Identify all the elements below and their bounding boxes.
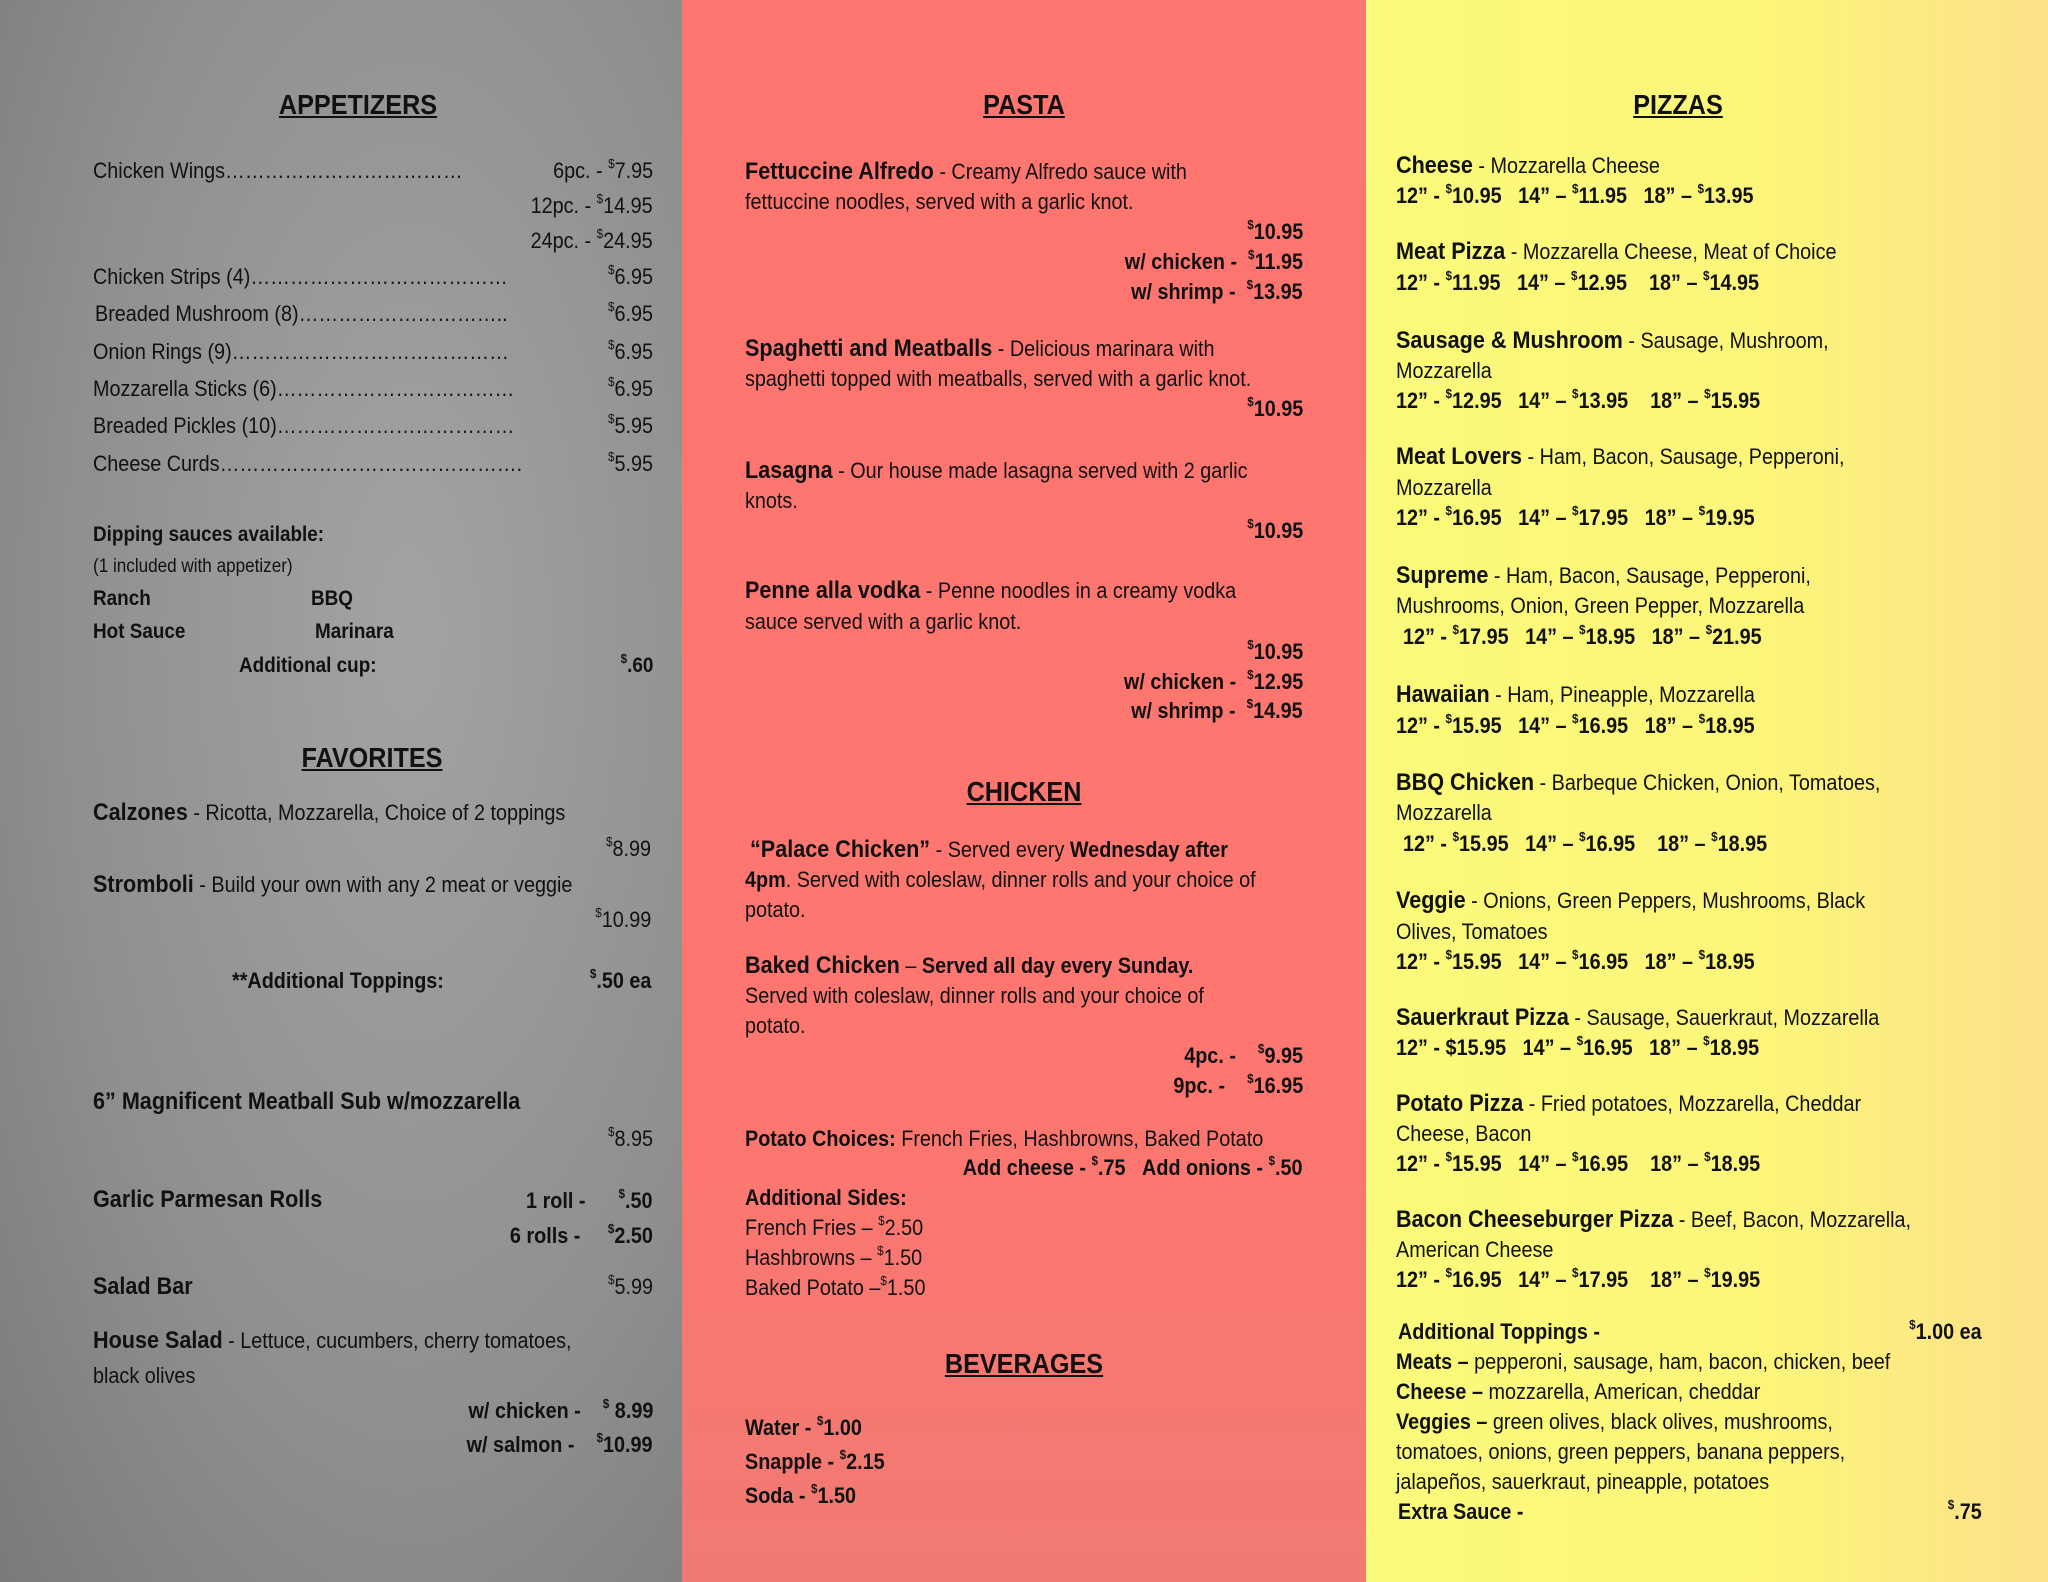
menu-item-description: black olives xyxy=(93,1363,196,1388)
beverage-item: Snapple - $2.15 xyxy=(745,1447,885,1474)
pizza-item: BBQ Chicken - Barbeque Chicken, Onion, Tomatoes, xyxy=(1396,769,1881,796)
menu-item-price: $6.95 xyxy=(607,337,653,364)
pasta-chicken-panel xyxy=(682,0,1366,1582)
toppings-cheese: Cheese – mozzarella, American, cheddar xyxy=(1396,1379,1761,1404)
menu-item-price: $10.95 xyxy=(1246,217,1303,244)
beverages-heading: BEVERAGES xyxy=(944,1348,1104,1379)
potato-addons: Add cheese - $.75 Add onions - $.50 xyxy=(963,1153,1303,1180)
menu-item: “Palace Chicken” - Served every Wednesday after xyxy=(750,836,1228,863)
pizza-item: Potato Pizza - Fried potatoes, Mozzarella, Cheddar xyxy=(1396,1090,1862,1117)
pizza-sizes: 12” - $15.95 14” – $16.95 18” – $18.95 xyxy=(1396,1033,1760,1060)
pasta-heading: PASTA xyxy=(983,89,1065,120)
additional-sides-label: Additional Sides: xyxy=(745,1185,907,1210)
menu-item-price: w/ chicken - $ 8.99 xyxy=(468,1396,653,1423)
pizza-item: Hawaiian - Ham, Pineapple, Mozzarella xyxy=(1396,681,1755,708)
menu-item: House Salad - Lettuce, cucumbers, cherry tomatoes, xyxy=(93,1327,572,1354)
toppings-veggies-cont: jalapeños, sauerkraut, pineapple, potatoes xyxy=(1396,1469,1770,1494)
menu-item-price: $8.95 xyxy=(607,1124,653,1151)
menu-item-price: $8.99 xyxy=(605,834,651,861)
pizza-description: Mushrooms, Onion, Green Pepper, Mozzarella xyxy=(1396,593,1805,618)
menu-item: Stromboli - Build your own with any 2 meat or veggie xyxy=(93,871,573,898)
side-item: Baked Potato –$1.50 xyxy=(745,1273,926,1300)
additional-toppings-price: $.50 ea xyxy=(589,966,651,993)
side-item: French Fries – $2.50 xyxy=(745,1213,924,1240)
pizza-item: Meat Lovers - Ham, Bacon, Sausage, Pepperoni, xyxy=(1396,443,1845,470)
favorites-heading: FAVORITES xyxy=(301,742,443,773)
appetizers-favorites-panel xyxy=(0,0,682,1582)
additional-toppings-label: **Additional Toppings: xyxy=(232,968,444,993)
toppings-veggies: Veggies – green olives, black olives, mushrooms, xyxy=(1396,1409,1833,1434)
menu-item-description: 4pm. Served with coleslaw, dinner rolls and your choice of xyxy=(745,867,1256,892)
pizza-item: Sauerkraut Pizza - Sausage, Sauerkraut, Mozzarella xyxy=(1396,1004,1880,1031)
menu-item: Breaded Pickles (10)……………………………… xyxy=(93,413,515,438)
pizza-sizes: 12” - $15.95 14” – $16.95 18” – $18.95 xyxy=(1396,1149,1761,1176)
additional-cup-price: $.60 xyxy=(620,651,653,677)
menu-item-price: $6.95 xyxy=(607,262,653,289)
toppings-meats: Meats – pepperoni, sausage, ham, bacon, chicken, beef xyxy=(1396,1349,1891,1374)
menu-item-price: $5.95 xyxy=(607,449,653,476)
menu-item: Garlic Parmesan Rolls xyxy=(93,1186,323,1213)
pizza-sizes: 12” - $17.95 14” – $18.95 18” – $21.95 xyxy=(1403,622,1762,649)
menu-item: Fettuccine Alfredo - Creamy Alfredo sauce with xyxy=(745,158,1187,185)
menu-item-price: $6.95 xyxy=(607,299,653,326)
menu-item-price: w/ chicken - $11.95 xyxy=(1124,247,1303,274)
menu-item-price: 1 roll - $.50 xyxy=(526,1186,653,1213)
sauce-item: Marinara xyxy=(315,620,394,643)
menu-item-price: w/ shrimp - $13.95 xyxy=(1131,277,1303,304)
pizza-sizes: 12” - $16.95 14” – $17.95 18” – $19.95 xyxy=(1396,503,1755,530)
pizzas-panel xyxy=(1366,0,2048,1582)
menu-item: Mozzarella Sticks (6)……………………………… xyxy=(93,376,515,401)
menu-item: Spaghetti and Meatballs - Delicious marinara with xyxy=(745,335,1215,362)
pizza-sizes: 12” - $15.95 14” – $16.95 18” – $18.95 xyxy=(1396,711,1755,738)
menu-item-price: $10.95 xyxy=(1246,394,1303,421)
pizza-description: Cheese, Bacon xyxy=(1396,1121,1532,1146)
pizza-description: Olives, Tomatoes xyxy=(1396,919,1548,944)
pizza-item: Bacon Cheeseburger Pizza - Beef, Bacon, Mozzarella, xyxy=(1396,1206,1912,1233)
menu-item: Chicken Wings……………………………… xyxy=(93,158,463,183)
menu-item-price: 9pc. - $16.95 xyxy=(1173,1071,1303,1098)
side-item: Hashbrowns – $1.50 xyxy=(745,1243,923,1270)
menu-item: Penne alla vodka - Penne noodles in a creamy vodka xyxy=(745,577,1237,604)
menu-item: Lasagna - Our house made lasagna served with 2 garlic xyxy=(745,457,1248,484)
menu-item-price: $10.95 xyxy=(1246,516,1303,543)
menu-item: Salad Bar xyxy=(93,1273,193,1300)
menu-item: Onion Rings (9)…………………………………… xyxy=(93,339,509,364)
chicken-heading: CHICKEN xyxy=(966,776,1082,807)
menu-item: Chicken Strips (4)………………………………… xyxy=(93,264,508,289)
pizza-description: Mozzarella xyxy=(1396,358,1492,383)
pizza-item: Cheese - Mozzarella Cheese xyxy=(1396,152,1660,179)
menu-item-price: 6 rolls - $2.50 xyxy=(510,1221,653,1248)
potato-choices: Potato Choices: French Fries, Hashbrowns, Baked Potato xyxy=(745,1126,1264,1151)
menu-item-price: 12pc. - $14.95 xyxy=(530,191,653,218)
pizza-item: Veggie - Onions, Green Peppers, Mushrooms, Black xyxy=(1396,887,1866,914)
beverage-item: Soda - $1.50 xyxy=(745,1481,857,1508)
extra-sauce-label: Extra Sauce - xyxy=(1398,1499,1524,1524)
menu-item: Breaded Mushroom (8)………………………….. xyxy=(95,301,508,326)
menu-item: 6” Magnificent Meatball Sub w/mozzarella xyxy=(93,1088,521,1115)
toppings-veggies-cont: tomatoes, onions, green peppers, banana peppers, xyxy=(1396,1439,1846,1464)
menu-item-description: potato. xyxy=(745,1013,806,1038)
pizza-item: Meat Pizza - Mozzarella Cheese, Meat of Choice xyxy=(1396,238,1837,265)
menu-item: Baked Chicken – Served all day every Sunday. xyxy=(745,952,1194,979)
pizza-sizes: 12” - $11.95 14” – $12.95 18” – $14.95 xyxy=(1396,268,1760,295)
menu-item-price: 6pc. - $7.95 xyxy=(552,156,653,183)
pizza-sizes: 12” - $12.95 14” – $13.95 18” – $15.95 xyxy=(1396,386,1761,413)
sauce-item: BBQ xyxy=(311,587,354,610)
additional-cup-label: Additional cup: xyxy=(239,654,377,677)
additional-toppings-label: Additional Toppings - xyxy=(1398,1319,1600,1344)
menu-item-description: knots. xyxy=(745,488,798,513)
menu-item-description: potato. xyxy=(745,897,806,922)
menu-item-description: Served with coleslaw, dinner rolls and your choice of xyxy=(745,983,1204,1008)
menu-item-price: 24pc. - $24.95 xyxy=(530,226,653,253)
menu-item-price: $6.95 xyxy=(607,374,653,401)
additional-toppings-price: $1.00 ea xyxy=(1909,1317,1982,1344)
menu-item-description: spaghetti topped with meatballs, served with a garlic knot. xyxy=(745,366,1252,391)
sauce-item: Ranch xyxy=(93,587,151,610)
pizza-description: Mozzarella xyxy=(1396,800,1492,825)
menu-item-price: $5.99 xyxy=(607,1272,653,1299)
appetizers-heading: APPETIZERS xyxy=(278,89,438,120)
menu-item-description: sauce served with a garlic knot. xyxy=(745,609,1022,634)
menu-item: Calzones - Ricotta, Mozzarella, Choice of 2 toppings xyxy=(93,799,566,826)
dipping-sauces-title: Dipping sauces available: xyxy=(93,523,325,546)
beverage-item: Water - $1.00 xyxy=(745,1413,862,1440)
pizza-sizes: 12” - $15.95 14” – $16.95 18” – $18.95 xyxy=(1396,947,1755,974)
menu-item-price: w/ salmon - $10.99 xyxy=(467,1430,653,1457)
menu-item-price: w/ chicken - $12.95 xyxy=(1123,667,1303,694)
pizzas-heading: PIZZAS xyxy=(1633,89,1723,120)
menu-item-price: w/ shrimp - $14.95 xyxy=(1131,696,1303,723)
pizza-sizes: 12” - $16.95 14” – $17.95 18” – $19.95 xyxy=(1396,1265,1761,1292)
pizza-item: Sausage & Mushroom - Sausage, Mushroom, xyxy=(1396,327,1829,354)
menu-item-price: $5.95 xyxy=(607,411,653,438)
pizza-sizes: 12” - $15.95 14” – $16.95 18” – $18.95 xyxy=(1403,829,1768,856)
menu-item-price: 4pc. - $9.95 xyxy=(1184,1041,1303,1068)
pizza-description: American Cheese xyxy=(1396,1237,1554,1262)
pizza-sizes: 12” - $10.95 14” – $11.95 18” – $13.95 xyxy=(1396,181,1754,208)
pizza-item: Supreme - Ham, Bacon, Sausage, Pepperoni, xyxy=(1396,562,1811,589)
menu-item-price: $10.99 xyxy=(594,905,651,932)
pizza-description: Mozzarella xyxy=(1396,475,1492,500)
sauce-item: Hot Sauce xyxy=(93,620,186,643)
dipping-sauces-note: (1 included with appetizer) xyxy=(93,556,293,577)
extra-sauce-price: $.75 xyxy=(1947,1497,1982,1524)
menu-item-price: $10.95 xyxy=(1246,637,1303,664)
menu-item-description: fettuccine noodles, served with a garlic knot. xyxy=(745,189,1134,214)
menu-item: Cheese Curds………………………………………. xyxy=(93,451,523,476)
